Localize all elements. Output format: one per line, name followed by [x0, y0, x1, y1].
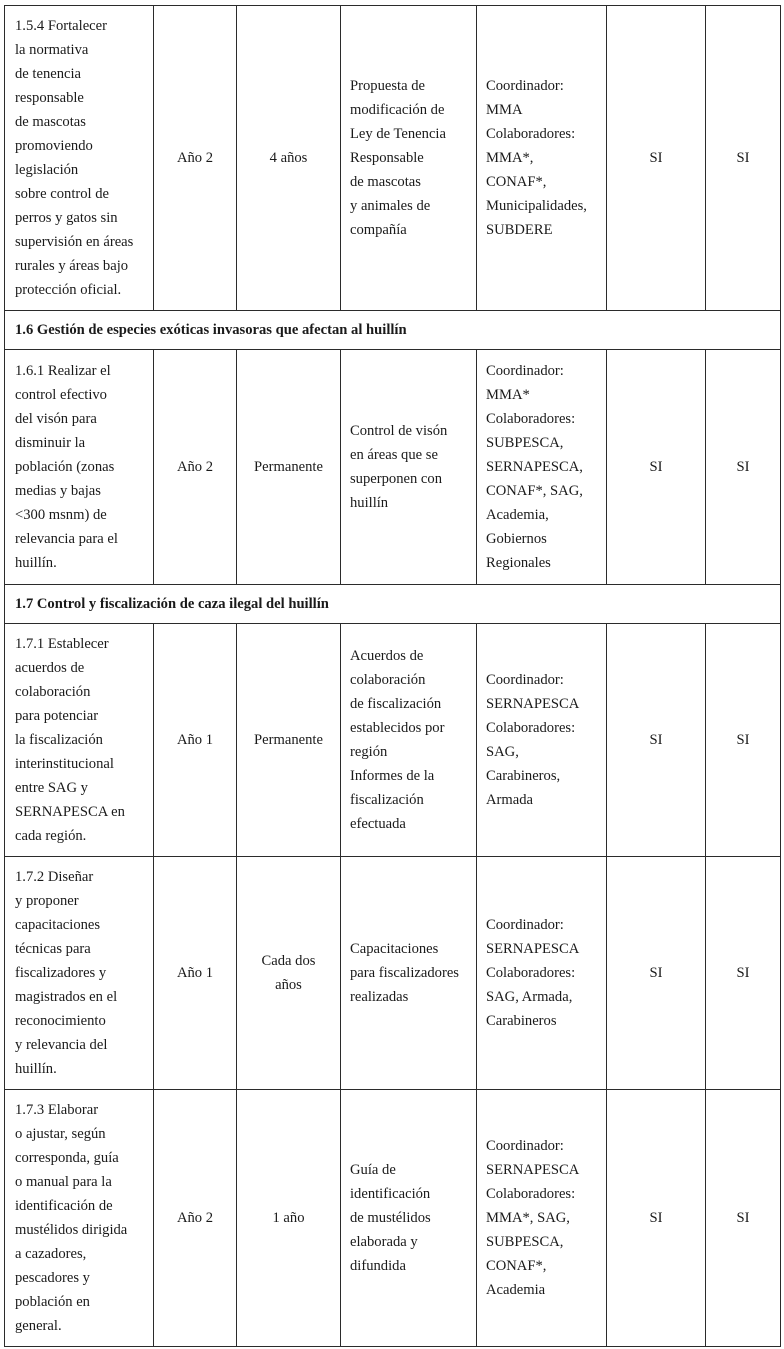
flag-cell-2: SI [706, 1090, 781, 1347]
action-cell-line: la normativa [15, 42, 89, 58]
indicator-cell-line: Acuerdos de [350, 648, 424, 664]
responsible-cell-line: SAG, [486, 744, 519, 760]
action-cell-line: población en [15, 1294, 90, 1310]
year-cell: Año 2 [154, 6, 237, 311]
action-cell-line: de tenencia [15, 66, 82, 82]
action-cell-line: sobre control de [15, 186, 110, 202]
indicator-cell-line: Responsable [350, 150, 424, 166]
indicator-cell-line: difundida [350, 1258, 406, 1274]
action-cell-line: fiscalizadores y [15, 965, 107, 981]
responsible-cell-line: Coordinador: [486, 917, 564, 933]
responsible-cell-line: SERNAPESCA [486, 696, 580, 712]
action-cell-line: huillín. [15, 555, 57, 571]
flag-cell-1: SI [607, 1090, 706, 1347]
responsible-cell-line: Coordinador: [486, 672, 564, 688]
action-cell-line: pescadores y [15, 1270, 90, 1286]
action-cell [5, 624, 154, 857]
flag-cell-1: SI [607, 624, 706, 857]
action-cell-line: huillín. [15, 1061, 57, 1077]
flag-cell-1: SI [607, 857, 706, 1090]
responsible-cell-line: SUBPESCA, [486, 1234, 564, 1250]
indicator-cell-line: Capacitaciones [350, 941, 439, 957]
indicator-cell-line: efectuada [350, 816, 406, 832]
action-cell-line: 1.7.1 Establecer [15, 636, 109, 652]
table-row [5, 624, 781, 857]
indicator-cell-line: huillín [350, 495, 389, 511]
indicator-cell-line: Ley de Tenencia [350, 126, 446, 142]
indicator-cell-line: Guía de [350, 1162, 396, 1178]
duration-cell-line: años [275, 977, 302, 993]
indicator-cell-line: identificación [350, 1186, 431, 1202]
year-cell: Año 1 [154, 624, 237, 857]
action-cell-line: protección oficial. [15, 282, 122, 298]
responsible-cell-line: CONAF*, [486, 1258, 547, 1274]
year-cell: Año 2 [154, 1090, 237, 1347]
table-row [5, 1090, 781, 1347]
table-row [5, 6, 781, 311]
indicator-cell [341, 857, 477, 1090]
action-cell-line: responsable [15, 90, 84, 106]
action-cell-line: interinstitucional [15, 756, 114, 772]
indicator-cell-line: región [350, 744, 388, 760]
indicator-cell [341, 350, 477, 585]
action-cell-line: para potenciar [15, 708, 99, 724]
responsible-cell-line: Colaboradores: [486, 411, 576, 427]
responsible-cell-line: Colaboradores: [486, 126, 576, 142]
action-cell-line: técnicas para [15, 941, 91, 957]
action-cell-line: a cazadores, [15, 1246, 87, 1262]
action-cell-line: general. [15, 1318, 62, 1334]
flag-cell-1: SI [607, 6, 706, 311]
section-title: 1.6 Gestión de especies exóticas invasoras que afectan al huillín [5, 311, 781, 350]
indicator-cell-line: modificación de [350, 102, 445, 118]
action-cell-line: y relevancia del [15, 1037, 108, 1053]
indicator-cell-line: en áreas que se [350, 447, 438, 463]
action-cell-line: <300 msnm) de [15, 507, 107, 523]
responsible-cell-line: SAG, Armada, [486, 989, 573, 1005]
action-cell-line: reconocimiento [15, 1013, 106, 1029]
indicator-cell-line: superponen con [350, 471, 442, 487]
responsible-cell-line: SERNAPESCA [486, 941, 580, 957]
responsible-cell-line: Colaboradores: [486, 1186, 576, 1202]
action-cell-line: entre SAG y [15, 780, 88, 796]
action-cell-line: supervisión en áreas [15, 234, 134, 250]
indicator-cell [341, 1090, 477, 1347]
action-cell-line: 1.7.2 Diseñar [15, 869, 94, 885]
duration-cell-line: 1 año [272, 1210, 305, 1226]
indicator-cell-line: de mustélidos [350, 1210, 431, 1226]
section-title: 1.7 Control y fiscalización de caza ilegal del huillín [5, 585, 781, 624]
action-cell-line: la fiscalización [15, 732, 103, 748]
responsible-cell-line: Coordinador: [486, 1138, 564, 1154]
year-cell: Año 2 [154, 350, 237, 585]
action-cell-line: y proponer [15, 893, 79, 909]
responsible-cell-line: Gobiernos [486, 531, 547, 547]
action-cell-line: rurales y áreas bajo [15, 258, 129, 274]
action-cell-line: control efectivo [15, 387, 107, 403]
table-row [5, 350, 781, 585]
responsible-cell-line: CONAF*, SAG, [486, 483, 583, 499]
responsible-cell-line: SUBDERE [486, 222, 553, 238]
responsible-cell-line: Coordinador: [486, 78, 564, 94]
action-cell-line: relevancia para el [15, 531, 118, 547]
duration-cell-line: 4 años [269, 150, 308, 166]
indicator-cell-line: colaboración [350, 672, 426, 688]
responsible-cell [477, 6, 607, 311]
action-cell-line: o ajustar, según [15, 1126, 106, 1142]
table-row [5, 857, 781, 1090]
flag-cell-2: SI [706, 6, 781, 311]
responsible-cell-line: SERNAPESCA, [486, 459, 583, 475]
action-cell-line: de mascotas [15, 114, 86, 130]
duration-cell [237, 350, 341, 585]
responsible-cell-line: Academia [486, 1282, 546, 1298]
action-cell-line: población (zonas [15, 459, 115, 475]
responsible-cell-line: MMA* [486, 387, 530, 403]
action-cell [5, 1090, 154, 1347]
responsible-cell-line: CONAF*, [486, 174, 547, 190]
responsible-cell [477, 857, 607, 1090]
action-cell [5, 6, 154, 311]
action-cell [5, 857, 154, 1090]
indicator-cell [341, 624, 477, 857]
responsible-cell-line: Regionales [486, 555, 551, 571]
duration-cell-line: Permanente [254, 732, 323, 748]
indicator-cell-line: elaborada y [350, 1234, 418, 1250]
action-cell-line: identificación de [15, 1198, 113, 1214]
action-cell-line: del visón para [15, 411, 97, 427]
action-cell-line: perros y gatos sin [15, 210, 118, 226]
section-header-row [5, 585, 781, 624]
indicator-cell-line: fiscalización [350, 792, 424, 808]
action-cell-line: acuerdos de [15, 660, 85, 676]
indicator-cell-line: de mascotas [350, 174, 421, 190]
action-cell-line: SERNAPESCA en [15, 804, 125, 820]
flag-cell-1: SI [607, 350, 706, 585]
section-header-row [5, 311, 781, 350]
flag-cell-2: SI [706, 857, 781, 1090]
action-cell [5, 350, 154, 585]
duration-cell-line: Permanente [254, 459, 323, 475]
responsible-cell-line: MMA [486, 102, 523, 118]
indicator-cell-line: y animales de [350, 198, 431, 214]
indicator-cell-line: Control de visón [350, 423, 448, 439]
action-cell-line: cada región. [15, 828, 87, 844]
responsible-cell-line: SUBPESCA, [486, 435, 564, 451]
responsible-cell [477, 624, 607, 857]
table-body [5, 6, 781, 1347]
responsible-cell-line: Armada [486, 792, 534, 808]
flag-cell-2: SI [706, 624, 781, 857]
year-cell: Año 1 [154, 857, 237, 1090]
indicator-cell-line: Propuesta de [350, 78, 425, 94]
indicator-cell-line: establecidos por [350, 720, 445, 736]
duration-cell [237, 6, 341, 311]
duration-cell [237, 1090, 341, 1347]
responsible-cell-line: Coordinador: [486, 363, 564, 379]
responsible-cell-line: SERNAPESCA [486, 1162, 580, 1178]
duration-cell-line: Cada dos [261, 953, 316, 969]
action-cell-line: legislación [15, 162, 79, 178]
responsible-cell-line: Municipalidades, [486, 198, 587, 214]
responsible-cell-line: MMA*, [486, 150, 534, 166]
responsible-cell-line: MMA*, SAG, [486, 1210, 570, 1226]
responsible-cell-line: Carabineros [486, 1013, 557, 1029]
action-cell-line: 1.7.3 Elaborar [15, 1102, 99, 1118]
responsible-cell-line: Carabineros, [486, 768, 561, 784]
responsible-cell-line: Academia, [486, 507, 549, 523]
action-cell-line: colaboración [15, 684, 91, 700]
action-cell-line: mustélidos dirigida [15, 1222, 128, 1238]
indicator-cell-line: compañía [350, 222, 407, 238]
action-cell-line: promoviendo [15, 138, 93, 154]
duration-cell [237, 857, 341, 1090]
indicator-cell-line: realizadas [350, 989, 409, 1005]
responsible-cell-line: Colaboradores: [486, 965, 576, 981]
action-cell-line: capacitaciones [15, 917, 101, 933]
indicator-cell-line: Informes de la [350, 768, 435, 784]
indicator-cell-line: para fiscalizadores [350, 965, 459, 981]
action-cell-line: 1.5.4 Fortalecer [15, 18, 107, 34]
action-plan-table [4, 5, 781, 1347]
action-cell-line: medias y bajas [15, 483, 101, 499]
action-cell-line: magistrados en el [15, 989, 118, 1005]
responsible-cell-line: Colaboradores: [486, 720, 576, 736]
indicator-cell-line: de fiscalización [350, 696, 442, 712]
responsible-cell [477, 350, 607, 585]
action-cell-line: o manual para la [15, 1174, 112, 1190]
action-cell-line: corresponda, guía [15, 1150, 119, 1166]
flag-cell-2: SI [706, 350, 781, 585]
action-cell-line: disminuir la [15, 435, 86, 451]
responsible-cell [477, 1090, 607, 1347]
action-cell-line: 1.6.1 Realizar el [15, 363, 111, 379]
indicator-cell [341, 6, 477, 311]
duration-cell [237, 624, 341, 857]
